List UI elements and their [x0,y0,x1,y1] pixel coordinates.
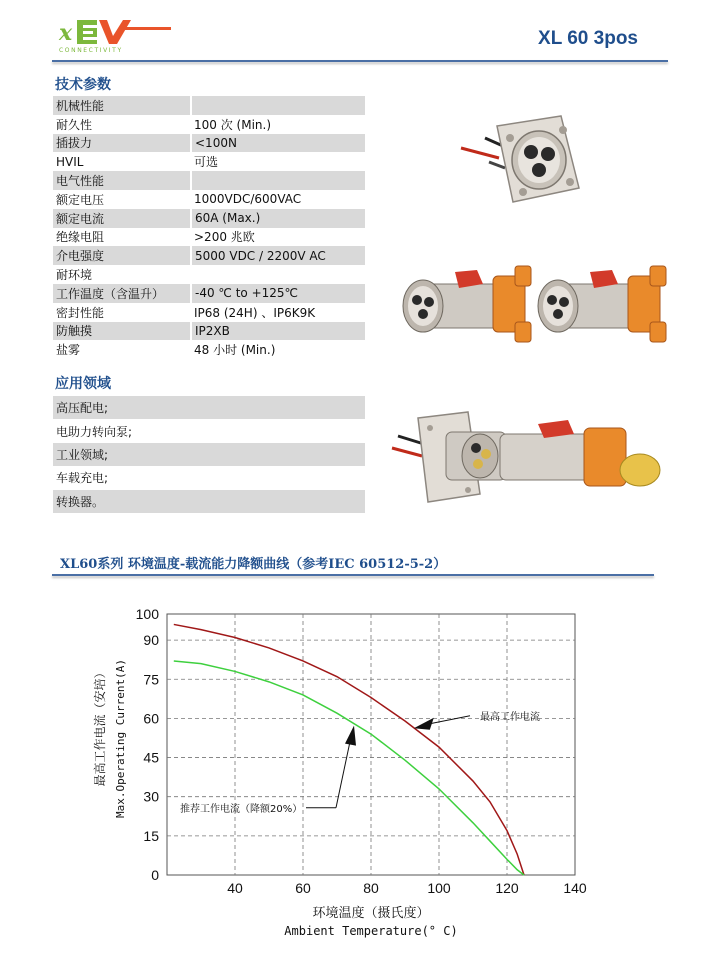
y-axis-label-en: Max.Operating Current(A) [114,659,127,818]
spec-label: 电气性能 [53,171,191,190]
spec-value [191,96,365,115]
application-row [53,466,365,489]
spec-row [53,96,365,115]
application-row [53,396,365,419]
receptacle-connector-image [455,108,585,213]
spec-label: HVIL [56,154,84,169]
spec-value: 60A (Max.) [191,209,365,228]
application-item: 车载充电; [56,471,109,486]
application-item: 工业领域; [53,443,365,466]
y-tick-label: 100 [135,606,159,622]
x-tick-label: 140 [563,880,587,896]
xev-logo [57,14,177,54]
chart-title: XL60系列 环境温度-载流能力降额曲线（参考IEC 60512-5-2） [60,557,447,572]
spec-value: 1000VDC/600VAC [194,192,302,207]
spec-row [53,152,365,171]
chart-divider [52,574,654,576]
model-title: XL 60 3pos [538,28,638,49]
spec-row [53,284,365,303]
spec-row [53,228,365,247]
x-axis-label-en: Ambient Temperature(° C) [284,924,458,938]
y-tick-label: 0 [151,867,159,883]
spec-label: 额定电流 [53,209,191,228]
x-tick-label: 100 [427,880,451,896]
spec-label: 防触摸 [53,322,191,341]
applications-title: 应用领域 [55,376,111,392]
x-axis-label: 环境温度（摄氏度） [312,906,430,921]
spec-row [53,303,365,322]
svg-text:x: x [59,20,73,46]
spec-value: <100N [191,134,365,153]
spec-label: 插拔力 [53,134,191,153]
spec-value: IP2XB [191,322,365,341]
x-tick-label: 40 [227,880,243,896]
plug-connector-image-2 [528,258,678,350]
application-item: 电助力转向泵; [56,424,133,439]
spec-row [53,322,365,341]
spec-label: 密封性能 [56,305,105,320]
spec-row [53,115,365,134]
spec-label: 盐雾 [56,343,81,358]
applications-table [53,396,365,513]
annotation-label-recommended-current: 推荐工作电流（降额20%） [180,803,303,815]
spec-row [53,340,365,359]
spec-label: 额定电压 [56,192,105,207]
spec-value: 5000 VDC / 2200V AC [191,246,365,265]
y-tick-label: 75 [143,671,159,688]
specs-title: 技术参数 [55,77,111,93]
y-tick-label: 15 [143,827,159,844]
spec-label: 机械性能 [53,96,191,115]
spec-label: 耐环境 [56,268,93,283]
y-axis-label: 最高工作电流（安培） [93,666,107,787]
annotation-label-max-current: 最高工作电流 [480,711,540,723]
spec-value: >200 兆欧 [194,230,255,245]
application-row [53,419,365,442]
x-tick-label: 80 [363,880,379,896]
application-row [53,490,365,513]
spec-row [53,134,365,153]
spec-row [53,246,365,265]
spec-row [53,190,365,209]
spec-row [53,265,365,284]
application-row [53,443,365,466]
y-tick-label: 90 [143,632,159,649]
spec-value [191,171,365,190]
spec-label: 工作温度（含温升） [53,284,191,303]
spec-label: 介电强度 [53,246,191,265]
spec-value [191,265,365,284]
spec-row [53,171,365,190]
spec-value: -40 ℃ to +125℃ [191,284,365,303]
application-item: 转换器。 [53,490,365,513]
spec-value: IP68 (24H) 、IP6K9K [194,305,316,320]
x-tick-label: 60 [295,880,311,896]
y-tick-label: 30 [143,788,159,805]
application-item: 高压配电; [53,396,365,419]
spec-label: 耐久性 [56,117,93,132]
plug-connector-image-1 [393,258,543,350]
spec-label: 绝缘电阻 [56,230,105,245]
x-tick-label: 120 [495,880,519,896]
specs-table [53,96,365,359]
spec-value: 48 小时 (Min.) [194,343,276,358]
mated-connector-image [388,404,668,512]
spec-row [53,209,365,228]
derating-chart [0,590,720,960]
header-divider [52,60,668,62]
spec-value: 可选 [194,155,219,170]
y-tick-label: 60 [143,710,159,727]
y-tick-label: 45 [143,749,159,766]
logo-subtitle: CONNECTIVITY [59,47,123,54]
spec-value: 100 次 (Min.) [194,117,272,132]
